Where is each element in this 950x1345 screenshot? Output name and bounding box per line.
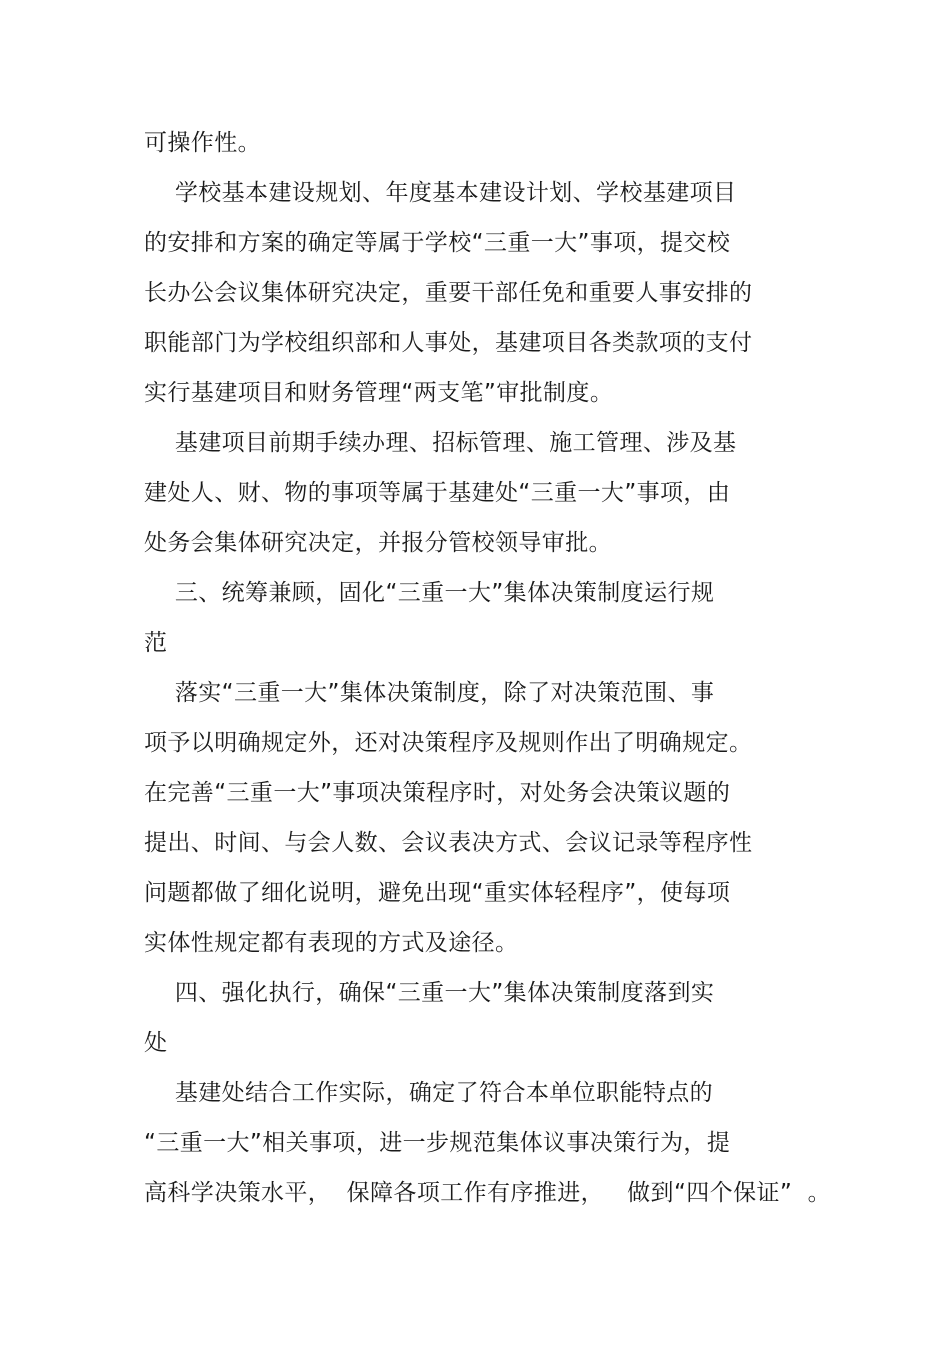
text-line: 建处人、财、物的事项等属于基建处“三重一大”事项，由: [144, 480, 731, 506]
text-line: 学校基本建设规划、年度基本建设计划、学校基建项目: [144, 180, 737, 206]
text-line: 在完善“三重一大”事项决策程序时，对处务会决策议题的: [144, 780, 731, 806]
text-line: 提出、时间、与会人数、会议表决方式、会议记录等程序性: [144, 830, 753, 856]
text-line: 可操作性。: [144, 130, 261, 156]
text-line: 的安排和方案的确定等属于学校“三重一大”事项，提交校: [144, 230, 731, 256]
text-line: 处务会集体研究决定，并报分管校领导审批。: [144, 530, 612, 556]
text-line: 实行基建项目和财务管理“两支笔”审批制度。: [144, 380, 614, 406]
text-line: “三重一大”相关事项，进一步规范集体议事决策行为，提: [144, 1130, 731, 1156]
section-heading-line: 处: [144, 1030, 168, 1056]
text-line: 高科学决策水平， 保障各项工作有序推进， 做到“四个保证” 。: [144, 1180, 832, 1206]
text-line: 基建项目前期手续办理、招标管理、施工管理、涉及基: [144, 430, 737, 456]
text-line: 职能部门为学校组织部和人事处，基建项目各类款项的支付: [144, 330, 753, 356]
text-line: 问题都做了细化说明，避免出现“重实体轻程序”，使每项: [144, 880, 731, 906]
section-heading-line: 范: [144, 630, 168, 656]
text-line: 落实“三重一大”集体决策制度，除了对决策范围、事: [144, 680, 715, 706]
text-line: 基建处结合工作实际，确定了符合本单位职能特点的: [144, 1080, 714, 1106]
text-line: 实体性规定都有表现的方式及途径。: [144, 930, 519, 956]
section-heading-line: 四、强化执行，确保“三重一大”集体决策制度落到实: [144, 980, 715, 1006]
text-line: 长办公会议集体研究决定，重要干部任免和重要人事安排的: [144, 280, 753, 306]
text-line: 项予以明确规定外，还对决策程序及规则作出了明确规定。: [144, 730, 753, 756]
section-heading-line: 三、统筹兼顾，固化“三重一大”集体决策制度运行规: [144, 580, 715, 606]
